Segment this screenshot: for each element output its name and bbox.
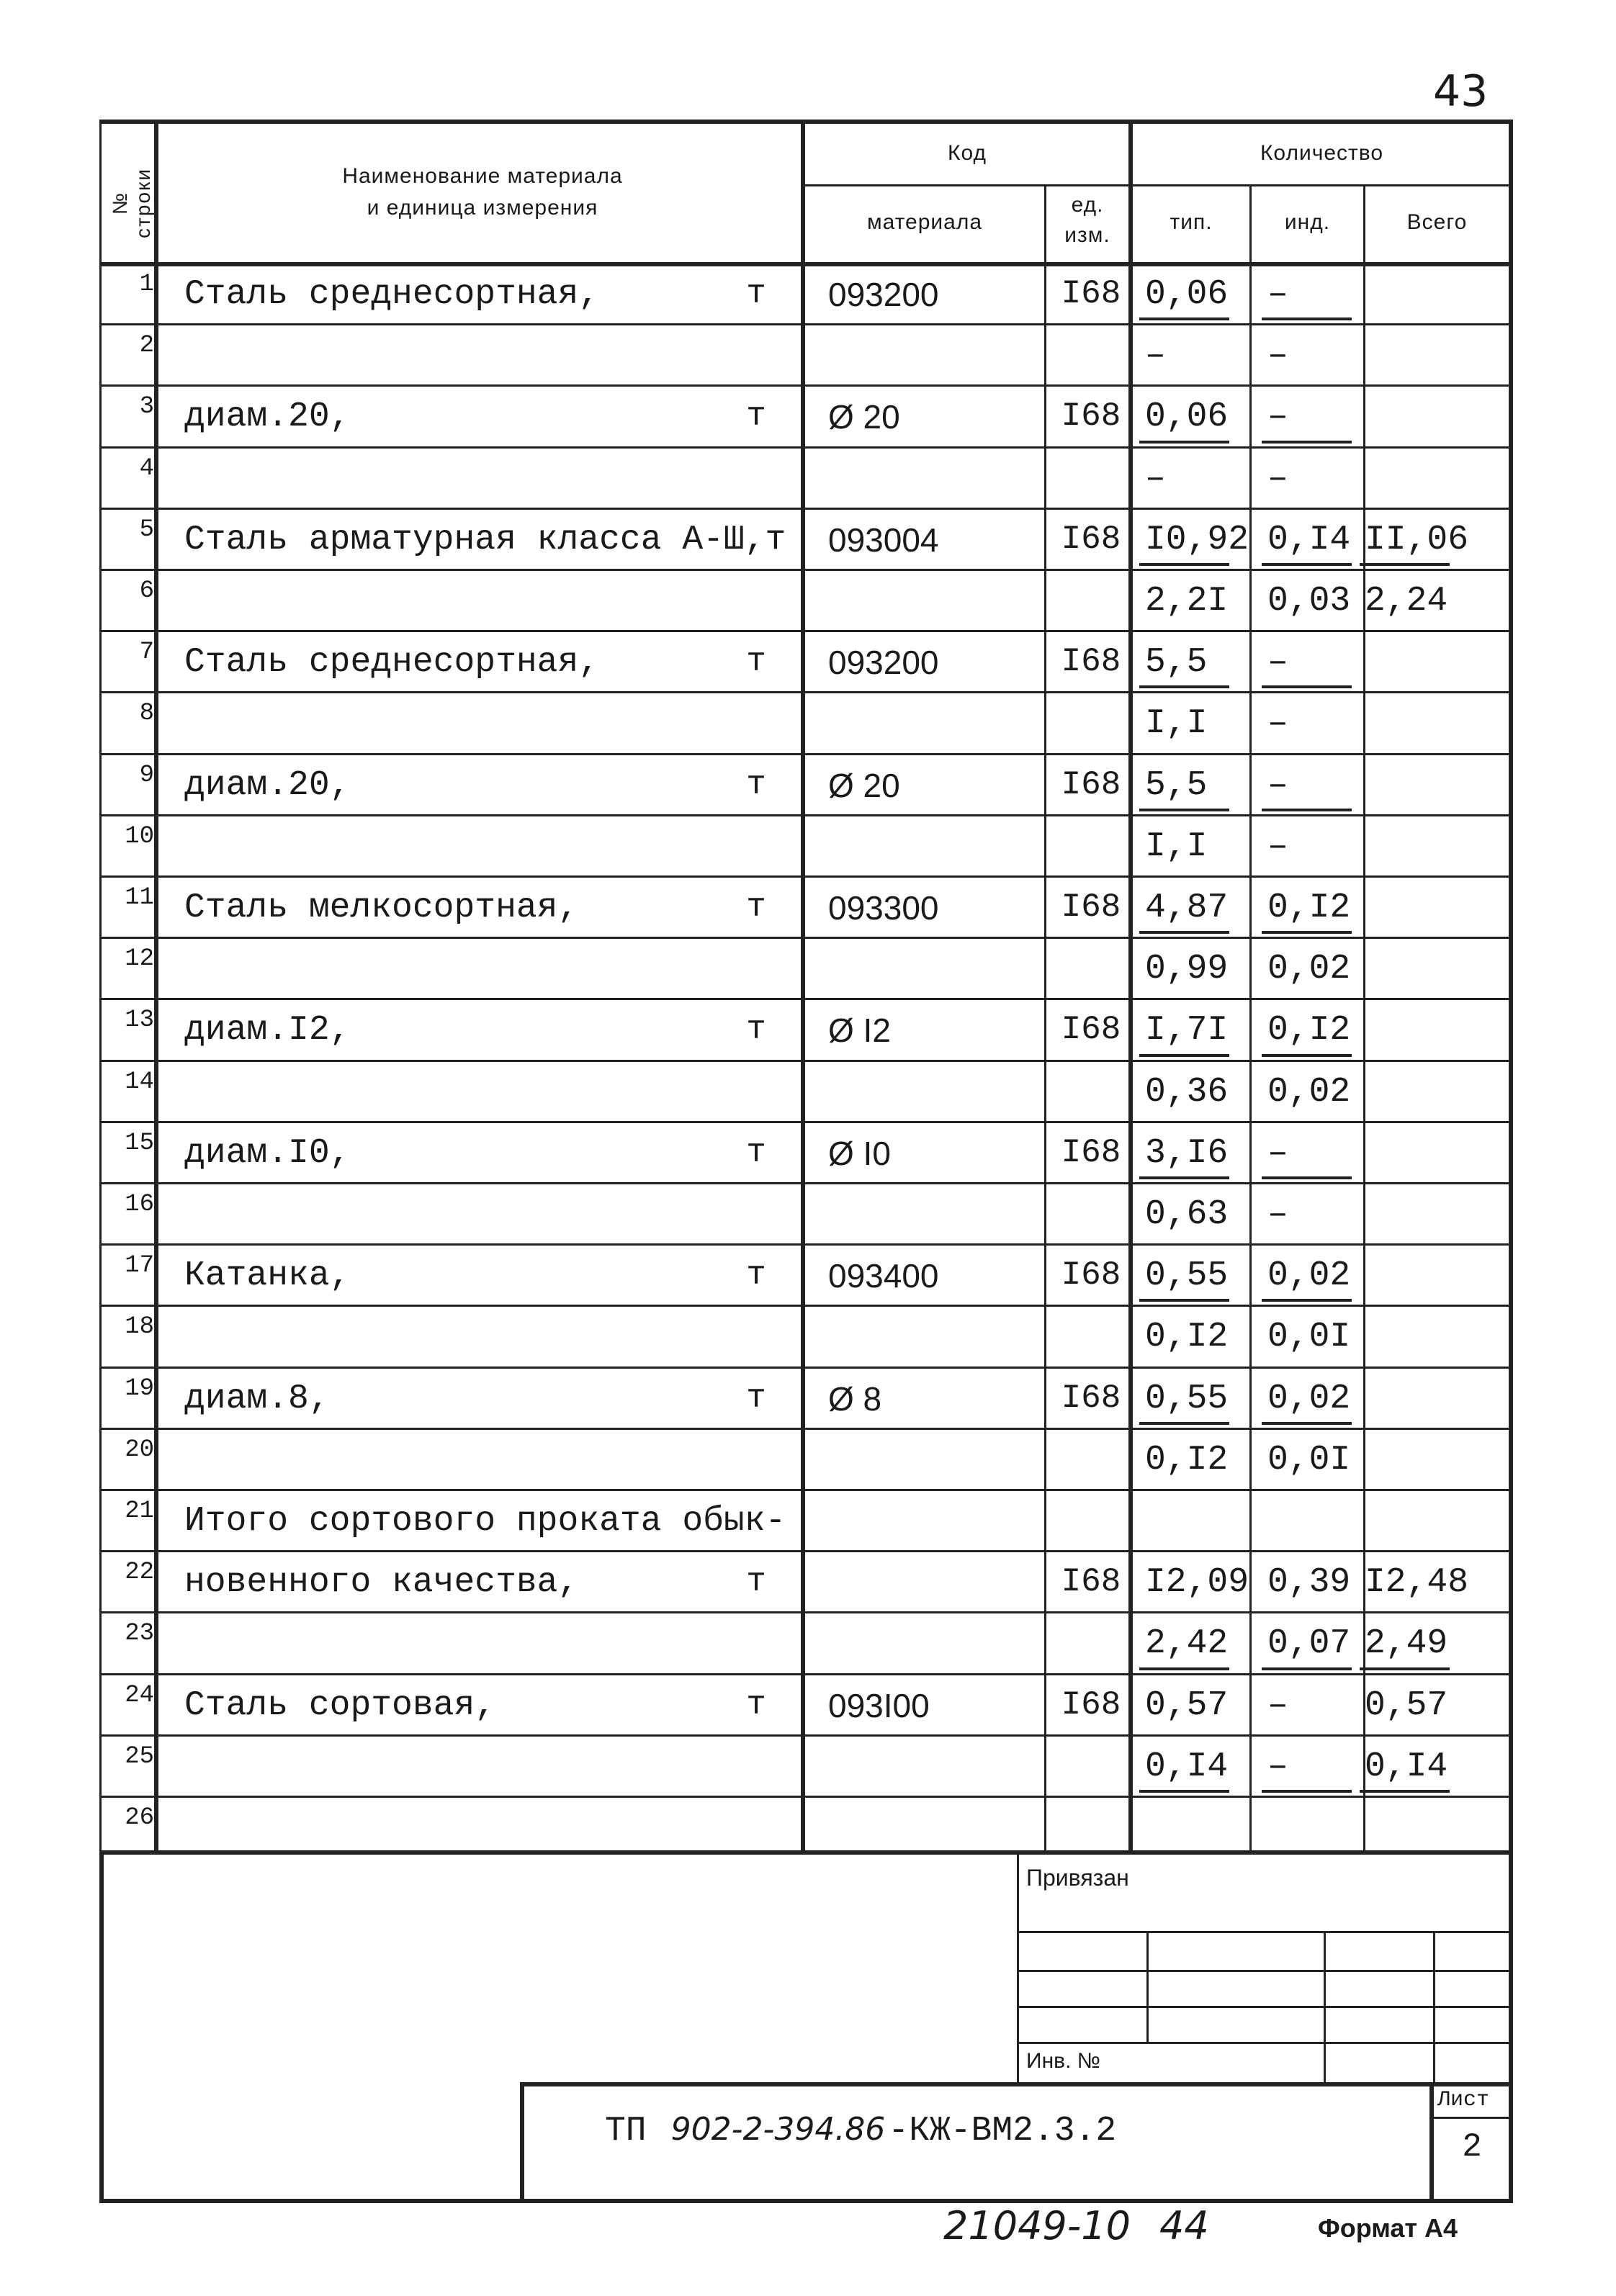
material-unit: т [746,1563,766,1601]
name-header-line1: Наименование материала [342,164,623,188]
value-underline [1262,1299,1352,1302]
row-number: 24 [125,1682,154,1709]
row-number: 3 [139,393,154,420]
row-number: 13 [125,1007,154,1034]
qty-ind: – [1267,397,1288,436]
material-unit: т [746,1011,766,1048]
value-underline [1262,1054,1352,1057]
qty-typ: 5,5 [1145,766,1208,805]
qty-typ: 0,36 [1145,1073,1229,1112]
unit-code: I68 [1061,1686,1121,1724]
material-code: 093I00 [828,1687,930,1724]
row-number: 2 [139,332,154,359]
qty-typ: 0,55 [1145,1379,1229,1418]
material-name: Сталь среднесортная, [184,275,600,314]
qty-ind: 0,03 [1267,582,1351,621]
material-unit: т [746,888,766,926]
unit-code: I68 [1061,888,1121,926]
inventory-number-label: Инв. № [1026,2049,1100,2073]
qty-ind: – [1267,459,1288,498]
row-number: 8 [139,700,154,727]
row-number: 25 [125,1743,154,1770]
qty-ind: 0,0I [1267,1318,1351,1356]
material-code: 093300 [828,889,939,927]
material-name: Сталь арматурная класса А-Ш,т [184,521,786,559]
qty-total: 0,I4 [1365,1747,1448,1786]
row-number: 15 [125,1130,154,1157]
row-number: 23 [125,1620,154,1647]
qty-ind: 0,02 [1267,1073,1351,1112]
qty-typ: I,7I [1145,1011,1229,1050]
material-name: Сталь сортовая, [184,1686,496,1725]
qty-ind: 0,02 [1267,1379,1351,1418]
qty-ind: – [1267,827,1288,866]
value-underline [1139,1176,1229,1179]
material-unit: т [746,275,766,312]
qty-typ: 0,I4 [1145,1747,1229,1786]
material-name: Катанка, [184,1256,351,1295]
material-unit: т [746,643,766,680]
value-underline [1262,1422,1352,1425]
qty-ind: – [1267,1747,1288,1786]
value-underline [1262,1667,1352,1670]
sheet-label: Лист [1437,2088,1490,2112]
qty-typ: 2,2I [1145,582,1229,621]
qty-ind: – [1267,766,1288,805]
qty-typ: 0,57 [1145,1686,1229,1725]
unit-code: I68 [1061,1379,1121,1417]
material-code: Ø I0 [828,1135,891,1172]
page-number: 43 [1433,66,1489,117]
qty-ind: 0,0I [1267,1441,1351,1480]
qty-typ: I2,09 [1145,1563,1249,1602]
value-underline [1262,563,1352,566]
unit-code: I68 [1061,275,1121,312]
qty-typ: 0,99 [1145,950,1229,989]
material-unit: т [746,1379,766,1417]
doc-number-handwritten: 902-2-394.86 [670,2111,886,2148]
total-header: Всего [1406,210,1468,234]
material-code: 093200 [828,276,939,313]
qty-total: 2,49 [1365,1624,1448,1663]
qty-ind: 0,02 [1267,950,1351,989]
material-unit: т [746,766,766,803]
material-code: Ø 20 [828,398,900,436]
value-underline [1262,685,1352,688]
value-underline [1139,1299,1229,1302]
archive-number: 21049-10 [943,2203,1131,2248]
doc-prefix: ТП [605,2112,647,2151]
qty-ind: – [1267,704,1288,743]
sheet-number: 2 [1462,2128,1482,2166]
material-name: диам.20, [184,397,351,436]
doc-suffix: -КЖ-ВМ2.3.2 [888,2112,1117,2151]
qty-typ: – [1145,459,1166,498]
material-name: диам.8, [184,1379,330,1418]
row-number: 21 [125,1498,154,1525]
material-code: Ø 20 [828,767,900,804]
name-header-line2: и единица измерения [367,196,598,220]
value-underline [1262,441,1352,444]
unit-code: I68 [1061,1011,1121,1048]
material-name: Итого сортового проката обык- [184,1502,786,1541]
value-underline [1139,931,1229,934]
qty-typ: 2,42 [1145,1624,1229,1663]
value-underline [1262,1790,1352,1793]
qty-typ: 0,63 [1145,1195,1229,1234]
row-number: 11 [125,884,154,911]
value-underline [1139,441,1229,444]
qty-typ: I0,92 [1145,521,1249,559]
qty-typ: 3,I6 [1145,1134,1229,1173]
material-code: Ø 8 [828,1380,882,1418]
value-underline [1139,1422,1229,1425]
material-name: диам.20, [184,766,351,805]
value-underline [1139,318,1229,320]
row-number: 18 [125,1313,154,1341]
material-name: диам.I0, [184,1134,351,1173]
unit-code: I68 [1061,397,1121,435]
qty-ind: 0,I4 [1267,521,1351,559]
unit-header-line2: изм. [1064,223,1110,247]
qty-typ: 0,06 [1145,397,1229,436]
format-label: Формат А4 [1318,2213,1458,2243]
value-underline [1262,318,1352,320]
qty-ind: 0,07 [1267,1624,1351,1663]
unit-code: I68 [1061,521,1121,558]
code-header: Код [947,141,987,165]
qty-typ: – [1145,336,1166,375]
qty-ind: – [1267,643,1288,682]
material-name: Сталь мелкосортная, [184,888,579,927]
archive-page: 44 [1159,2203,1209,2248]
qty-ind: – [1267,336,1288,375]
document-designation [605,2111,1116,2151]
unit-header-line1: ед. [1071,193,1104,217]
value-underline [1262,809,1352,811]
row-number: 14 [125,1068,154,1096]
qty-ind: – [1267,1686,1288,1725]
typ-header: тип. [1170,210,1213,234]
row-number-header: № строки [109,168,154,238]
qty-ind: 0,I2 [1267,1011,1351,1050]
material-code: Ø I2 [828,1012,891,1049]
value-underline [1139,1667,1229,1670]
material-code: 093004 [828,521,939,559]
row-number: 9 [139,762,154,789]
unit-code: I68 [1061,766,1121,803]
material-unit: т [746,1134,766,1171]
value-underline [1139,809,1229,811]
qty-total: I2,48 [1365,1563,1469,1602]
row-number: 4 [139,455,154,482]
qty-typ: 5,5 [1145,643,1208,682]
unit-code: I68 [1061,1563,1121,1601]
value-underline [1360,1667,1450,1670]
unit-code: I68 [1061,1256,1121,1294]
row-number: 10 [125,823,154,850]
row-number: 16 [125,1191,154,1218]
qty-ind: 0,39 [1267,1563,1351,1602]
material-unit: т [746,397,766,435]
row-number: 5 [139,516,154,544]
row-number: 26 [125,1804,154,1832]
row-number: 17 [125,1252,154,1279]
row-number: 22 [125,1559,154,1586]
qty-typ: 4,87 [1145,888,1229,927]
row-number: 6 [139,577,154,605]
qty-ind: 0,02 [1267,1256,1351,1295]
row-number: 20 [125,1436,154,1464]
qty-ind: 0,I2 [1267,888,1351,927]
material-code: 093400 [828,1257,939,1295]
qty-typ: 0,06 [1145,275,1229,314]
material-name: диам.I2, [184,1011,351,1050]
qty-total: II,06 [1365,521,1469,559]
qty-ind: – [1267,275,1288,314]
qty-total: 2,24 [1365,582,1448,621]
material-unit: т [746,1256,766,1294]
value-underline [1139,685,1229,688]
material-code-header: материала [866,210,983,234]
unit-code: I68 [1061,1134,1121,1171]
qty-typ: I,I [1145,827,1208,866]
value-underline [1139,1054,1229,1057]
material-name: Сталь среднесортная, [184,643,600,682]
qty-typ: 0,I2 [1145,1441,1229,1480]
value-underline [1139,563,1229,566]
row-number: 19 [125,1375,154,1403]
row-number: 7 [139,639,154,666]
row-number: 12 [125,945,154,973]
qty-typ: I,I [1145,704,1208,743]
value-underline [1360,563,1450,566]
privyazan-label: Привязан [1026,1865,1129,1891]
unit-code: I68 [1061,643,1121,680]
qty-typ: 0,55 [1145,1256,1229,1295]
value-underline [1139,1790,1229,1793]
value-underline [1262,931,1352,934]
value-underline [1360,1790,1450,1793]
qty-total: 0,57 [1365,1686,1448,1725]
value-underline [1262,1176,1352,1179]
qty-typ: 0,I2 [1145,1318,1229,1356]
row-number: 1 [139,271,154,298]
material-code: 093200 [828,644,939,681]
material-unit: т [746,1686,766,1724]
ind-header: инд. [1284,210,1331,234]
quantity-header: Количество [1260,141,1384,165]
qty-ind: – [1267,1134,1288,1173]
material-name: новенного качества, [184,1563,579,1602]
qty-ind: – [1267,1195,1288,1234]
